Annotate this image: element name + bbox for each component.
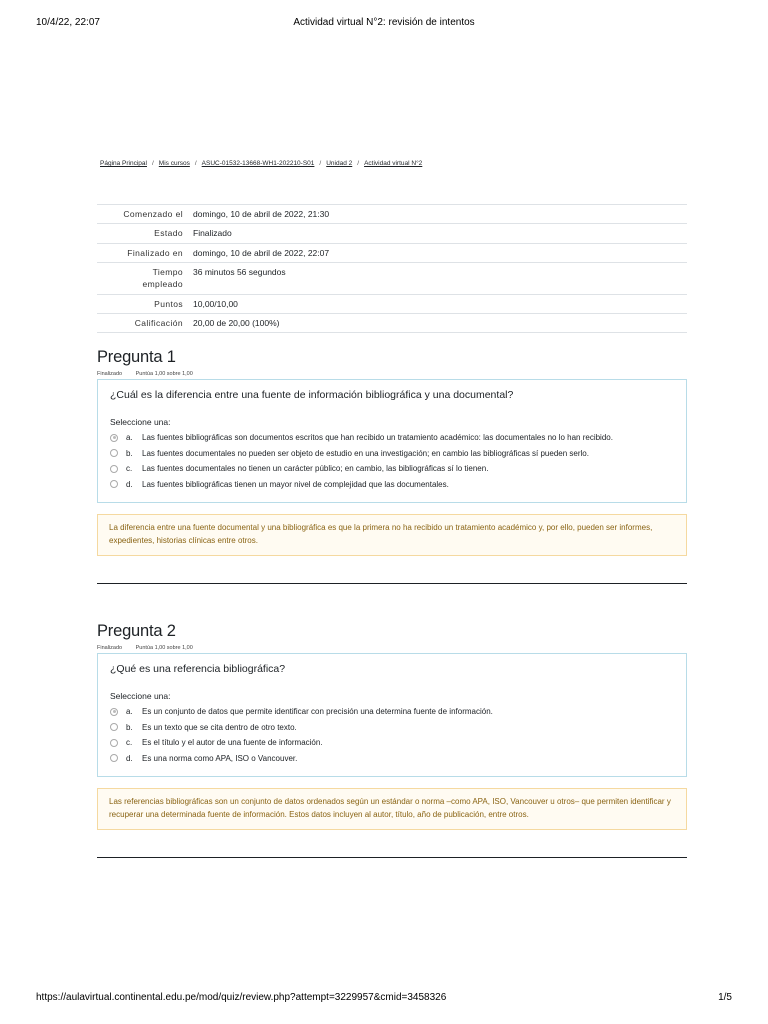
option-letter: b. xyxy=(126,448,133,458)
answer-options xyxy=(110,704,674,766)
answer-option[interactable] xyxy=(110,751,674,767)
print-header xyxy=(36,17,732,31)
question-text: ¿Cuál es la diferencia entre una fuente de información bibliográfica y una documental? xyxy=(110,389,514,401)
option-letter: b. xyxy=(126,722,133,732)
print-page-number: 1/5 xyxy=(718,992,732,1003)
print-title: Actividad virtual N°2: revisión de intentos xyxy=(293,17,475,28)
question-score: Puntúa 1,00 sobre 1,00 xyxy=(135,645,193,651)
answer-option[interactable] xyxy=(110,720,674,736)
print-url: https://aulavirtual.continental.edu.pe/mod/quiz/review.php?attempt=3229957&cmid=3458326 xyxy=(36,992,447,1003)
option-text: Las fuentes documentales no pueden ser objeto de estudio en una investigación; en cambio las bibliográficas sí pueden serlo. xyxy=(142,448,589,458)
summary-label: Comenzado el xyxy=(123,209,183,219)
option-text: Es una norma como APA, ISO o Vancouver. xyxy=(142,753,298,763)
question-2 xyxy=(97,622,687,830)
question-info xyxy=(97,645,687,651)
breadcrumb-separator: / xyxy=(194,160,197,167)
question-prompt: Seleccione una: xyxy=(110,417,171,427)
question-feedback: Las referencias bibliográficas son un conjunto de datos ordenados según un estándar o norma –como APA, ISO, Vancouver u otros– que permiten identificar y recuperar una determinada fuente de información. Estos datos incluyen al autor, título, año de publicación, entre otros. xyxy=(97,788,687,830)
answer-options xyxy=(110,430,674,492)
summary-value: 10,00/10,00 xyxy=(193,298,238,309)
radio-icon[interactable] xyxy=(110,723,118,731)
summary-label: Tiempo empleado xyxy=(142,266,183,290)
option-letter: c. xyxy=(126,738,133,748)
radio-icon[interactable] xyxy=(110,739,118,747)
answer-option[interactable] xyxy=(110,461,674,477)
summary-label: Puntos xyxy=(154,298,183,309)
summary-label: Finalizado en xyxy=(127,247,183,258)
breadcrumb-course-link[interactable]: ASUC-01532-13668-WH1-202210-S01 xyxy=(201,160,315,167)
attempt-summary-table xyxy=(97,204,687,333)
question-info xyxy=(97,371,687,377)
question-divider xyxy=(97,583,687,584)
answer-option[interactable] xyxy=(110,477,674,493)
question-box xyxy=(97,653,687,777)
summary-row xyxy=(97,262,687,294)
radio-selected-icon[interactable] xyxy=(110,708,118,716)
question-status: Finalizado xyxy=(97,371,123,377)
print-footer xyxy=(36,992,732,1006)
question-prompt: Seleccione una: xyxy=(110,691,171,701)
option-text: Es el título y el autor de una fuente de información. xyxy=(142,738,323,748)
option-letter: a. xyxy=(126,433,133,443)
breadcrumb xyxy=(100,160,690,167)
summary-row xyxy=(97,224,687,243)
summary-value: 36 minutos 56 segundos xyxy=(193,266,286,277)
option-text: Las fuentes documentales no tienen un carácter público; en cambio, las bibliográficas sí lo tienen. xyxy=(142,464,489,474)
print-date: 10/4/22, 22:07 xyxy=(36,17,100,28)
question-score: Puntúa 1,00 sobre 1,00 xyxy=(135,371,193,377)
question-title: Pregunta 2 xyxy=(97,622,176,640)
summary-value: domingo, 10 de abril de 2022, 21:30 xyxy=(193,209,330,219)
radio-icon[interactable] xyxy=(110,754,118,762)
option-letter: a. xyxy=(126,707,133,717)
summary-value: domingo, 10 de abril de 2022, 22:07 xyxy=(193,247,330,258)
question-feedback: La diferencia entre una fuente documental y una bibliográfica es que la primera no ha recibido un tratamiento académico y, por ello, pueden ser informes, expedientes, historias clínicas entre otros. xyxy=(97,514,687,556)
question-divider xyxy=(97,857,687,858)
breadcrumb-activity-link[interactable]: Actividad virtual N°2 xyxy=(364,160,423,167)
answer-option[interactable] xyxy=(110,704,674,720)
radio-icon[interactable] xyxy=(110,449,118,457)
answer-option[interactable] xyxy=(110,735,674,751)
option-text: Es un conjunto de datos que permite identificar con precisión una determina fuente de información. xyxy=(142,707,493,717)
question-box xyxy=(97,379,687,503)
summary-value: 20,00 de 20,00 (100%) xyxy=(193,317,280,328)
breadcrumb-home-link[interactable]: Página Principal xyxy=(100,160,147,167)
summary-row xyxy=(97,313,687,332)
radio-icon[interactable] xyxy=(110,465,118,473)
breadcrumb-courses-link[interactable]: Mis cursos xyxy=(158,160,190,167)
answer-option[interactable] xyxy=(110,430,674,446)
answer-option[interactable] xyxy=(110,446,674,462)
breadcrumb-unit-link[interactable]: Unidad 2 xyxy=(326,160,353,167)
summary-label: Estado xyxy=(154,228,183,239)
radio-icon[interactable] xyxy=(110,480,118,488)
question-text: ¿Qué es una referencia bibliográfica? xyxy=(110,663,286,675)
summary-label: Calificación xyxy=(134,317,183,328)
option-letter: d. xyxy=(126,479,133,489)
breadcrumb-separator: / xyxy=(357,160,360,167)
breadcrumb-separator: / xyxy=(319,160,322,167)
option-text: Es un texto que se cita dentro de otro texto. xyxy=(142,722,297,732)
summary-row xyxy=(97,205,687,224)
question-1 xyxy=(97,348,687,556)
question-status: Finalizado xyxy=(97,645,123,651)
summary-row xyxy=(97,243,687,262)
option-letter: c. xyxy=(126,464,133,474)
question-title: Pregunta 1 xyxy=(97,348,176,366)
breadcrumb-separator: / xyxy=(151,160,154,167)
summary-row xyxy=(97,294,687,313)
summary-value: Finalizado xyxy=(193,228,232,239)
radio-selected-icon[interactable] xyxy=(110,434,118,442)
option-text: Las fuentes bibliográficas son documentos escritos que han recibido un tratamiento académico: las documentales no lo han recibido. xyxy=(142,433,613,443)
option-text: Las fuentes bibliográficas tienen un mayor nivel de complejidad que las documentales. xyxy=(142,479,449,489)
option-letter: d. xyxy=(126,753,133,763)
